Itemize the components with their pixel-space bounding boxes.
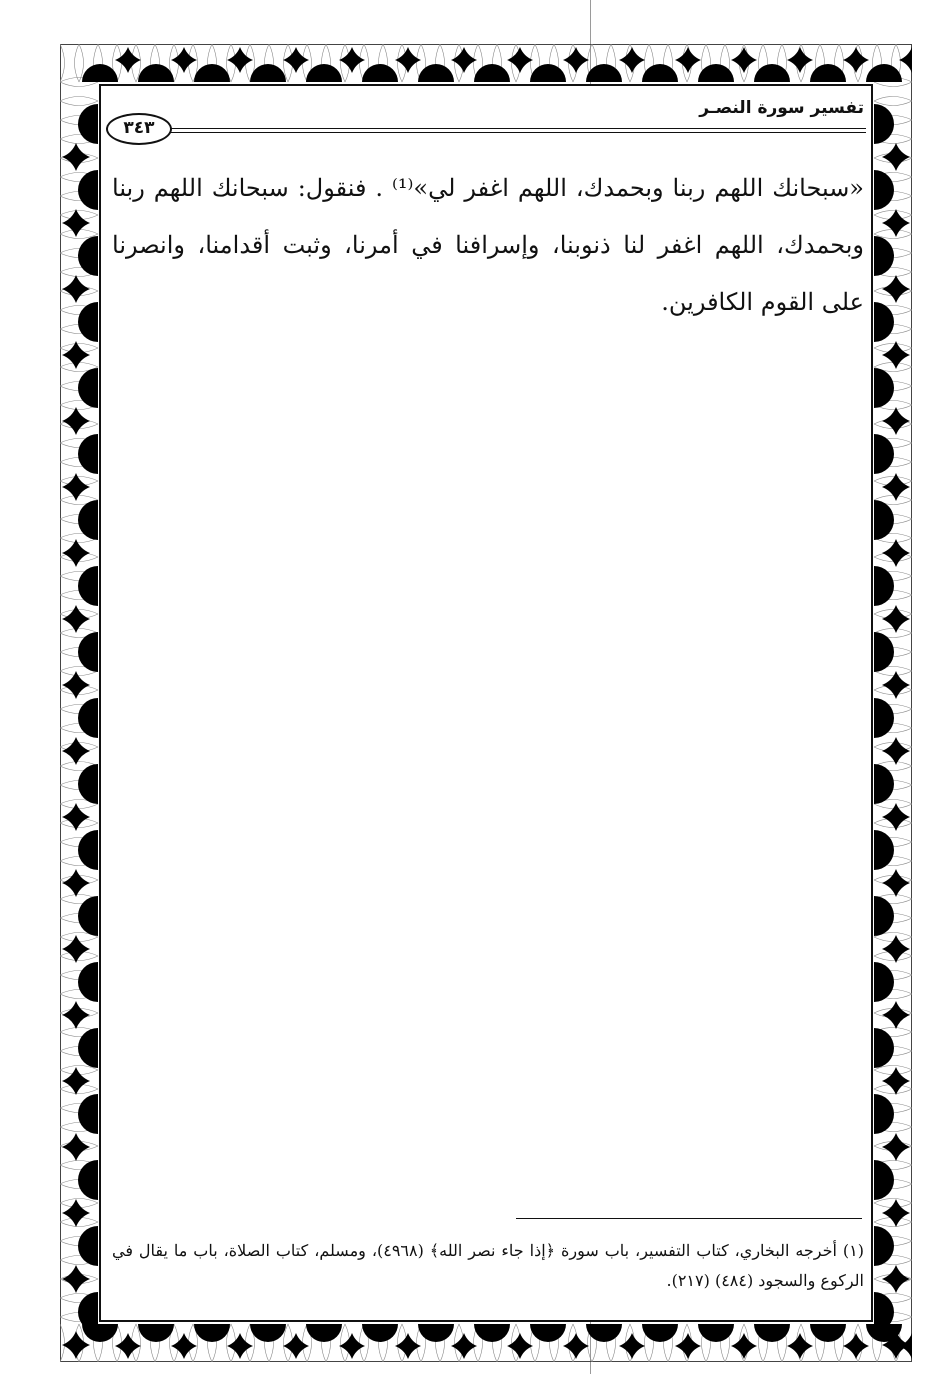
- footnote-1: (١) أخرجه البخاري، كتاب التفسير، باب سورة ﴿إذا جاء نصر الله﴾ (٤٩٦٨)، ومسلم، كتاب الصلاة، باب ما يقال في الركوع والسجود (٤٨٤) (٢١٧).: [112, 1241, 865, 1290]
- running-title: تفسير سورة النصـر: [699, 98, 864, 118]
- header-rule: [162, 128, 866, 133]
- page-header: [100, 98, 870, 148]
- body-paragraph: «سبحانك اللهم ربنا وبحمدك، اللهم اغفر لي»⁽¹⁾ . فنقول: سبحانك اللهم ربنا وبحمدك، اللهم اغفر لنا ذنوبنا، وإسرافنا في أمرنا، وثبت أقدامنا، وانصرنا على القوم الكافرين.: [112, 174, 864, 316]
- footnote-separator: [516, 1218, 862, 1219]
- page-number: ٣٤٣: [106, 113, 172, 145]
